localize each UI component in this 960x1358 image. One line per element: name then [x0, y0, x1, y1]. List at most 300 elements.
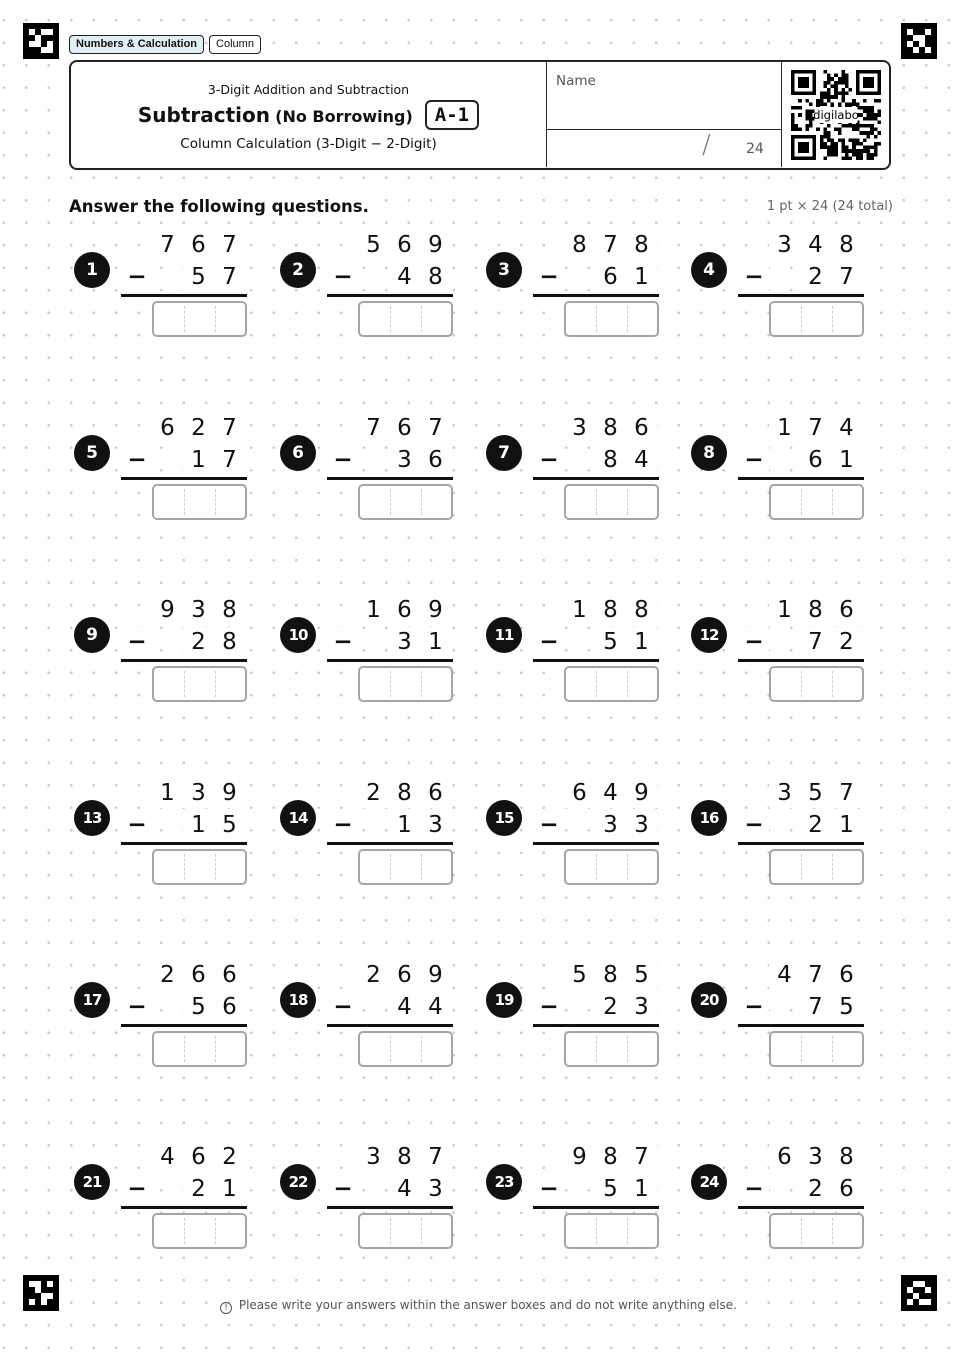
minuend-digit: 2 [183, 413, 214, 443]
subtrahend-digit: 1 [626, 627, 657, 657]
tag-numbers-calculation: Numbers & Calculation [69, 35, 204, 54]
minuend-digit: 2 [358, 778, 389, 808]
minus-sign: − [534, 810, 564, 840]
subtrahend-digit: 3 [595, 810, 626, 840]
minuend [358, 595, 457, 625]
problem-13 [74, 780, 254, 920]
answer-box[interactable] [358, 1031, 453, 1067]
subtrahend-digit: 7 [800, 627, 831, 657]
subtrahend [358, 262, 457, 292]
worksheet-title: Subtraction [137, 103, 271, 127]
sum-line [738, 659, 864, 662]
subtrahend-digit: 2 [183, 1174, 214, 1204]
answer-box[interactable] [564, 666, 659, 702]
minuend-digit: 8 [595, 1142, 626, 1172]
minuend-digit: 9 [626, 778, 657, 808]
sum-line [738, 1206, 864, 1209]
minuend [564, 413, 663, 443]
minuend-digit: 6 [214, 960, 245, 990]
subtrahend-digit: 1 [389, 810, 420, 840]
minus-sign: − [328, 1174, 358, 1204]
minuend-digit: 1 [152, 778, 183, 808]
answer-box[interactable] [564, 1031, 659, 1067]
minuend [769, 1142, 868, 1172]
minuend-digit: 8 [214, 595, 245, 625]
minus-sign: − [328, 445, 358, 475]
answer-box[interactable] [358, 666, 453, 702]
problem-number: 12 [691, 617, 727, 653]
subtrahend-digit: 2 [800, 1174, 831, 1204]
minuend [152, 413, 251, 443]
subtrahend-digit: 2 [800, 810, 831, 840]
sum-line [533, 1206, 659, 1209]
minuend-digit: 7 [152, 230, 183, 260]
minuend-digit: 6 [389, 960, 420, 990]
answer-box[interactable] [152, 1031, 247, 1067]
answer-box[interactable] [769, 1213, 864, 1249]
minus-sign: − [739, 992, 769, 1022]
subtrahend [564, 262, 663, 292]
sum-line [738, 842, 864, 845]
minuend-digit: 6 [152, 413, 183, 443]
minuend-digit: 6 [183, 230, 214, 260]
minuend-digit: 5 [800, 778, 831, 808]
problem-16 [691, 780, 871, 920]
minuend-digit: 5 [358, 230, 389, 260]
answer-box[interactable] [564, 484, 659, 520]
problem-1 [74, 232, 254, 372]
minuend-digit: 9 [564, 1142, 595, 1172]
problem-number: 1 [74, 252, 110, 288]
subtrahend-digit: 2 [831, 627, 862, 657]
subtrahend-digit: 5 [183, 992, 214, 1022]
problem-number: 8 [691, 435, 727, 471]
minus-sign: − [328, 992, 358, 1022]
problem-5 [74, 415, 254, 555]
minuend-digit: 6 [626, 413, 657, 443]
minus-sign: − [122, 810, 152, 840]
problem-12 [691, 597, 871, 737]
answer-box[interactable] [358, 849, 453, 885]
minuend-digit: 4 [152, 1142, 183, 1172]
problem-number: 10 [280, 617, 316, 653]
subtrahend-digit: 7 [800, 992, 831, 1022]
name-label: Name [556, 73, 596, 89]
minus-sign: − [328, 627, 358, 657]
subtrahend-digit: 1 [420, 627, 451, 657]
minuend-digit: 4 [595, 778, 626, 808]
corner-marker-top-left [23, 23, 59, 59]
subtrahend [152, 1174, 251, 1204]
sum-line [533, 659, 659, 662]
sum-line [121, 294, 247, 297]
corner-marker-top-right [901, 23, 937, 59]
problem-11 [486, 597, 666, 737]
sum-line [533, 477, 659, 480]
sum-line [327, 477, 453, 480]
subtrahend-digit: 6 [831, 1174, 862, 1204]
minuend-digit: 2 [214, 1142, 245, 1172]
minuend-digit: 3 [769, 778, 800, 808]
problem-number: 9 [74, 617, 110, 653]
minuend-digit: 8 [595, 960, 626, 990]
minuend [358, 960, 457, 990]
subtrahend-digit: 1 [831, 445, 862, 475]
answer-box[interactable] [564, 301, 659, 337]
minus-sign: − [739, 627, 769, 657]
problem-23 [486, 1144, 666, 1284]
answer-box[interactable] [769, 1031, 864, 1067]
minuend-digit: 9 [420, 595, 451, 625]
minuend [564, 1142, 663, 1172]
instructions: Answer the following questions. [69, 197, 373, 216]
answer-box[interactable] [152, 666, 247, 702]
problem-17 [74, 962, 254, 1102]
minuend-digit: 5 [626, 960, 657, 990]
problem-number: 2 [280, 252, 316, 288]
subtrahend [769, 992, 868, 1022]
minuend [358, 413, 457, 443]
minuend-digit: 7 [595, 230, 626, 260]
problem-number: 15 [486, 800, 522, 836]
problem-number: 7 [486, 435, 522, 471]
minuend-digit: 7 [420, 1142, 451, 1172]
minus-sign: − [534, 262, 564, 292]
sum-line [121, 477, 247, 480]
subtrahend [769, 810, 868, 840]
subtrahend-digit: 3 [389, 445, 420, 475]
subtrahend-digit: 5 [214, 810, 245, 840]
minus-sign: − [328, 810, 358, 840]
minuend-digit: 9 [152, 595, 183, 625]
name-score-box [546, 62, 782, 167]
subtrahend [152, 262, 251, 292]
subtrahend-digit: 8 [595, 445, 626, 475]
sum-line [738, 294, 864, 297]
sum-line [327, 294, 453, 297]
subtrahend [358, 992, 457, 1022]
minuend-digit: 1 [769, 595, 800, 625]
minuend-digit: 7 [358, 413, 389, 443]
problem-8 [691, 415, 871, 555]
subtrahend-digit: 8 [214, 627, 245, 657]
subtrahend [152, 810, 251, 840]
minus-sign: − [122, 992, 152, 1022]
qr-code [791, 70, 881, 160]
sum-line [327, 842, 453, 845]
subtrahend-digit: 5 [595, 627, 626, 657]
title-row [71, 100, 546, 130]
subtrahend-digit: 3 [626, 992, 657, 1022]
subtrahend-digit: 5 [183, 262, 214, 292]
minuend-digit: 7 [800, 960, 831, 990]
problem-7 [486, 415, 666, 555]
problem-number: 18 [280, 982, 316, 1018]
score-field [547, 129, 781, 167]
subtrahend-digit: 4 [389, 992, 420, 1022]
problem-number: 23 [486, 1164, 522, 1200]
subtrahend-digit: 6 [214, 992, 245, 1022]
minus-sign: − [534, 445, 564, 475]
answer-box[interactable] [152, 484, 247, 520]
sum-line [121, 1024, 247, 1027]
minuend-digit: 9 [420, 960, 451, 990]
minus-sign: − [534, 1174, 564, 1204]
answer-box[interactable] [564, 1213, 659, 1249]
subtrahend [769, 1174, 868, 1204]
worksheet-header [69, 60, 891, 170]
minuend-digit: 8 [626, 595, 657, 625]
minuend-digit: 8 [564, 230, 595, 260]
subtrahend [358, 445, 457, 475]
sum-line [121, 842, 247, 845]
subtrahend [358, 627, 457, 657]
minuend-digit: 6 [389, 413, 420, 443]
subtrahend [358, 1174, 457, 1204]
sum-line [738, 477, 864, 480]
subtrahend-digit: 4 [420, 992, 451, 1022]
minuend [769, 413, 868, 443]
subtrahend-digit: 4 [389, 262, 420, 292]
minus-sign: − [739, 810, 769, 840]
problem-number: 13 [74, 800, 110, 836]
problem-number: 17 [74, 982, 110, 1018]
problem-number: 6 [280, 435, 316, 471]
problem-21 [74, 1144, 254, 1284]
minuend [152, 778, 251, 808]
answer-box[interactable] [152, 849, 247, 885]
minuend [152, 230, 251, 260]
minuend [152, 1142, 251, 1172]
minuend-digit: 8 [389, 778, 420, 808]
problem-15 [486, 780, 666, 920]
minuend-digit: 2 [358, 960, 389, 990]
minuend-digit: 1 [769, 413, 800, 443]
info-circle-icon: ! [220, 1302, 232, 1314]
title-block [71, 62, 546, 167]
answer-box[interactable] [358, 484, 453, 520]
subtrahend [358, 810, 457, 840]
category-tags [69, 35, 261, 54]
sum-line [533, 1024, 659, 1027]
minuend-digit: 8 [595, 413, 626, 443]
minuend-digit: 9 [214, 778, 245, 808]
minuend [769, 230, 868, 260]
worksheet-description: Column Calculation (3-Digit − 2-Digit) [180, 136, 437, 152]
footer-text: Please write your answers within the answer boxes and do not write anything else. [236, 1298, 740, 1312]
minuend [769, 595, 868, 625]
problem-number: 24 [691, 1164, 727, 1200]
answer-box[interactable] [769, 849, 864, 885]
subtrahend-digit: 5 [831, 992, 862, 1022]
minuend-digit: 3 [800, 1142, 831, 1172]
minuend-digit: 4 [831, 413, 862, 443]
sum-line [327, 1024, 453, 1027]
subtrahend-digit: 7 [831, 262, 862, 292]
subtrahend-digit: 3 [420, 1174, 451, 1204]
subtrahend-digit: 1 [626, 1174, 657, 1204]
subtrahend-digit: 5 [595, 1174, 626, 1204]
problem-4 [691, 232, 871, 372]
problem-2 [280, 232, 460, 372]
subtrahend [152, 992, 251, 1022]
subtrahend-digit: 7 [214, 445, 245, 475]
minuend-digit: 7 [626, 1142, 657, 1172]
subtrahend-digit: 4 [626, 445, 657, 475]
minus-sign: − [122, 445, 152, 475]
subtrahend-digit: 1 [214, 1174, 245, 1204]
minuend-digit: 6 [564, 778, 595, 808]
minuend-digit: 7 [831, 778, 862, 808]
minuend-digit: 7 [800, 413, 831, 443]
minuend [564, 960, 663, 990]
minuend-digit: 6 [183, 1142, 214, 1172]
answer-box[interactable] [358, 301, 453, 337]
minuend-digit: 2 [152, 960, 183, 990]
minus-sign: − [328, 262, 358, 292]
subtrahend-digit: 7 [214, 262, 245, 292]
problem-10 [280, 597, 460, 737]
sum-line [533, 842, 659, 845]
minuend-digit: 4 [769, 960, 800, 990]
problem-3 [486, 232, 666, 372]
problem-number: 5 [74, 435, 110, 471]
subtrahend [152, 445, 251, 475]
minus-sign: − [122, 627, 152, 657]
problem-14 [280, 780, 460, 920]
minuend-digit: 8 [626, 230, 657, 260]
minuend [358, 230, 457, 260]
problem-24 [691, 1144, 871, 1284]
worksheet-subtitle: 3-Digit Addition and Subtraction [207, 82, 410, 97]
subtrahend [564, 810, 663, 840]
minus-sign: − [534, 992, 564, 1022]
subtrahend [769, 627, 868, 657]
subtrahend-digit: 6 [595, 262, 626, 292]
minuend [769, 778, 868, 808]
minuend-digit: 6 [389, 230, 420, 260]
minuend-digit: 6 [389, 595, 420, 625]
subtrahend [564, 992, 663, 1022]
subtrahend [564, 627, 663, 657]
minuend-digit: 9 [420, 230, 451, 260]
problem-18 [280, 962, 460, 1102]
problem-number: 11 [486, 617, 522, 653]
minuend-digit: 6 [183, 960, 214, 990]
minuend [564, 230, 663, 260]
sum-line [121, 659, 247, 662]
minuend-digit: 3 [183, 778, 214, 808]
subtrahend-digit: 6 [800, 445, 831, 475]
problem-number: 22 [280, 1164, 316, 1200]
sum-line [121, 1206, 247, 1209]
sum-line [327, 659, 453, 662]
problem-19 [486, 962, 666, 1102]
problem-number: 14 [280, 800, 316, 836]
minuend-digit: 7 [214, 413, 245, 443]
subtrahend-digit: 2 [183, 627, 214, 657]
subtrahend [564, 1174, 663, 1204]
subtrahend-digit: 1 [626, 262, 657, 292]
problem-number: 16 [691, 800, 727, 836]
minuend-digit: 6 [831, 960, 862, 990]
minuend-digit: 4 [800, 230, 831, 260]
minuend [358, 778, 457, 808]
sum-line [533, 294, 659, 297]
answer-box[interactable] [769, 484, 864, 520]
subtrahend [769, 262, 868, 292]
minuend-digit: 8 [595, 595, 626, 625]
minus-sign: − [739, 445, 769, 475]
problem-number: 20 [691, 982, 727, 1018]
minus-sign: − [122, 262, 152, 292]
subtrahend-digit: 6 [420, 445, 451, 475]
problem-number: 21 [74, 1164, 110, 1200]
subtrahend-digit: 1 [183, 445, 214, 475]
minuend [564, 778, 663, 808]
answer-box[interactable] [358, 1213, 453, 1249]
minuend-digit: 1 [564, 595, 595, 625]
subtrahend-digit: 3 [389, 627, 420, 657]
minuend-digit: 3 [769, 230, 800, 260]
subtrahend-digit: 8 [420, 262, 451, 292]
subtrahend-digit: 1 [183, 810, 214, 840]
answer-box[interactable] [769, 666, 864, 702]
minuend-digit: 8 [800, 595, 831, 625]
minuend-digit: 8 [389, 1142, 420, 1172]
subtrahend [564, 445, 663, 475]
minuend-digit: 7 [214, 230, 245, 260]
score-total: 24 [746, 141, 764, 157]
minus-sign: − [122, 1174, 152, 1204]
answer-box[interactable] [769, 301, 864, 337]
points-info: 1 pt × 24 (24 total) [763, 199, 893, 214]
footer-note [0, 1298, 960, 1314]
minus-sign: − [534, 627, 564, 657]
problem-number: 3 [486, 252, 522, 288]
minuend-digit: 3 [183, 595, 214, 625]
minuend-digit: 3 [358, 1142, 389, 1172]
answer-box[interactable] [152, 301, 247, 337]
minuend [358, 1142, 457, 1172]
minuend-digit: 6 [831, 595, 862, 625]
sum-line [327, 1206, 453, 1209]
answer-box[interactable] [564, 849, 659, 885]
subtrahend [152, 627, 251, 657]
minuend-digit: 1 [358, 595, 389, 625]
worksheet-code-badge: A-1 [425, 100, 479, 130]
minuend-digit: 3 [564, 413, 595, 443]
subtrahend-digit: 2 [800, 262, 831, 292]
subtrahend-digit: 2 [595, 992, 626, 1022]
minuend-digit: 8 [831, 1142, 862, 1172]
tag-column: Column [209, 35, 261, 54]
minuend-digit: 5 [564, 960, 595, 990]
subtrahend-digit: 3 [626, 810, 657, 840]
problem-6 [280, 415, 460, 555]
problem-20 [691, 962, 871, 1102]
minuend-digit: 8 [831, 230, 862, 260]
subtrahend [769, 445, 868, 475]
score-slash: / [702, 130, 711, 160]
qr-logo-text: digilabo [813, 107, 859, 122]
worksheet-title-qualifier: (No Borrowing) [275, 107, 413, 126]
subtrahend-digit: 1 [831, 810, 862, 840]
answer-box[interactable] [152, 1213, 247, 1249]
minuend-digit: 6 [769, 1142, 800, 1172]
minuend [152, 595, 251, 625]
minuend-digit: 7 [420, 413, 451, 443]
